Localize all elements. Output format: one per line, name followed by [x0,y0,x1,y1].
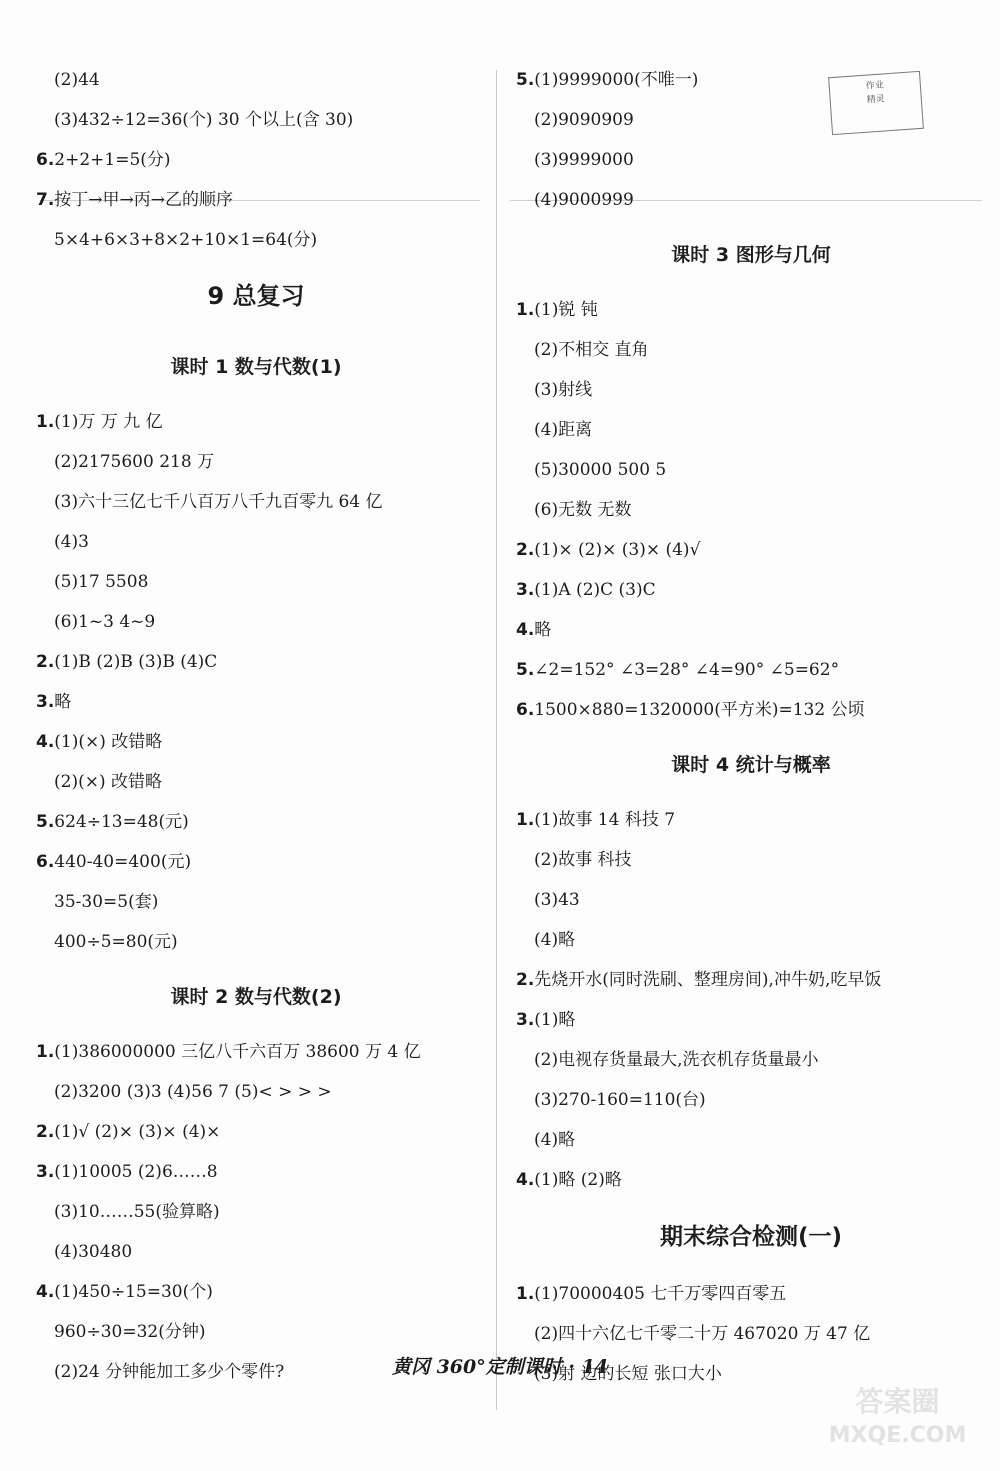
answer-text: (5)30000 500 5 [534,460,667,480]
answer-line [516,1314,986,1354]
question-number: 1. [516,300,535,320]
answer-text: 先烧开水(同时洗刷、整理房间),冲牛奶,吃早饭 [534,970,882,990]
answer-text: 400÷5=80(元) [54,932,178,952]
answer-text: (2)四十六亿七千零二十万 467020 万 47 亿 [534,1324,871,1344]
answer-line [516,290,986,330]
answer-line [36,1232,476,1272]
answer-line [516,1040,986,1080]
answer-text: (3)270-160=110(台) [534,1090,706,1110]
answer-text: 624÷13=48(元) [54,812,189,832]
answer-line [516,1120,986,1160]
answer-line [516,650,986,690]
answer-text: (6)无数 无数 [534,500,632,520]
answer-line [516,840,986,880]
answer-line [36,682,476,722]
question-number: 2. [36,1122,55,1142]
answer-text: (2)故事 科技 [534,850,632,870]
answer-line [36,922,476,962]
question-number: 5. [516,70,535,90]
answer-line [516,920,986,960]
answer-text: (3)10……55(验算略) [54,1202,220,1222]
answer-text: 440-40=400(元) [54,852,192,872]
answer-line [516,800,986,840]
answer-text: 5×4+6×3+8×2+10×1=64(分) [54,230,318,250]
answer-line [36,642,476,682]
answer-line [36,402,476,442]
answer-text: (1)(×) 改错略 [54,732,163,752]
answer-line [36,1312,476,1352]
answer-text: (1)70000405 七千万零四百零五 [534,1284,787,1304]
answer-line [36,802,476,842]
question-number: 3. [36,1162,55,1182]
answer-line [516,330,986,370]
answer-text: (3)43 [534,890,580,910]
answer-text: (2)3200 (3)3 (4)56 7 (5)< > > > [54,1082,332,1102]
answer-text: (2)电视存货量最大,洗衣机存货量最小 [534,1050,819,1070]
answer-text: (2)24 分钟能加工多少个零件? [54,1362,285,1382]
answer-text: (1)A (2)C (3)C [534,580,656,600]
answer-text: (3)432÷12=36(个) 30 个以上(含 30) [54,110,354,130]
answer-text: (4)3 [54,532,89,552]
answer-line [516,140,986,180]
answer-text: 略 [54,692,72,712]
answer-text: (4)9000999 [534,190,634,210]
answer-line [516,370,986,410]
lesson-heading: 课时 2 数与代数(2) [170,986,342,1008]
question-number: 6. [516,700,535,720]
column-divider [496,70,497,1410]
answer-line [36,602,476,642]
answer-text: (1)万 万 九 亿 [54,412,163,432]
answer-line [516,490,986,530]
answer-line [36,1152,476,1192]
question-number: 1. [516,1284,535,1304]
answer-text: (3)六十三亿七千八百万八千九百零九 64 亿 [54,492,383,512]
answer-text: (2)(×) 改错略 [54,772,162,792]
answer-text: ∠2=152° ∠3=28° ∠4=90° ∠5=62° [534,660,840,680]
question-number: 4. [516,1170,535,1190]
watermark-logo: 答案圈 MXQE.COM [828,1385,967,1448]
question-number: 6. [36,150,55,170]
answer-text: (2)44 [54,70,100,90]
page-footer: 黄冈 360°定制课时 · 14 [391,1356,609,1378]
answer-text: (1)√ (2)× (3)× (4)× [54,1122,221,1142]
question-number: 4. [516,620,535,640]
answer-text: (1)略 (2)略 [534,1170,622,1190]
answer-line [516,960,986,1000]
answer-line [36,562,476,602]
answer-text: 按丁→甲→丙→乙的顺序 [54,190,234,210]
answer-line [36,1032,476,1072]
answer-line [36,842,476,882]
answer-line [36,1072,476,1112]
answer-text: (1)× (2)× (3)× (4)√ [534,540,701,560]
question-number: 2. [36,652,55,672]
answer-line [516,570,986,610]
answer-text: (6)1~3 4~9 [54,612,156,632]
answer-text: (1)9999000(不唯一) [534,70,699,90]
question-number: 3. [516,1010,535,1030]
answer-text: (1)B (2)B (3)B (4)C [54,652,218,672]
answer-text: (5)17 5508 [54,572,149,592]
answer-line [516,450,986,490]
answer-line [516,1160,986,1200]
question-number: 2. [516,970,535,990]
answer-text: (3)射线 [534,380,593,400]
exam-heading: 期末综合检测(一) [659,1224,843,1250]
answer-text: (1)450÷15=30(个) [54,1282,213,1302]
answer-line [36,1272,476,1312]
answer-text: 35-30=5(套) [54,892,159,912]
answer-text: (1)略 [534,1010,576,1030]
answer-text: (1)386000000 三亿八千六百万 38600 万 4 亿 [54,1042,421,1062]
answer-text: (2)9090909 [534,110,634,130]
answer-line [36,100,476,140]
question-number: 2. [516,540,535,560]
answer-line [516,690,986,730]
lesson-heading: 课时 1 数与代数(1) [170,356,342,378]
answer-text: (2)2175600 218 万 [54,452,215,472]
answer-line [36,482,476,522]
answer-line [516,60,986,100]
answer-line [516,530,986,570]
answer-text: (4)30480 [54,1242,133,1262]
answer-line [36,220,476,260]
answer-line [516,610,986,650]
right-column [516,60,986,1394]
chapter-title: 9 总复习 [207,282,305,310]
question-number: 4. [36,1282,55,1302]
question-number: 3. [516,580,535,600]
answer-text: (4)略 [534,1130,576,1150]
answer-line [516,1000,986,1040]
answer-text: 960÷30=32(分钟) [54,1322,206,1342]
answer-line [36,180,476,220]
answer-text: (2)不相交 直角 [534,340,649,360]
question-number: 1. [36,1042,55,1062]
answer-line [36,60,476,100]
question-number: 6. [36,852,55,872]
question-number: 5. [516,660,535,680]
answer-line [36,882,476,922]
answer-line [516,180,986,220]
answer-text: (1)故事 14 科技 7 [534,810,676,830]
question-number: 4. [36,732,55,752]
answer-text: (3)9999000 [534,150,634,170]
answer-line [36,140,476,180]
answer-line [36,722,476,762]
question-number: 3. [36,692,55,712]
answer-text: 1500×880=1320000(平方米)=132 公顷 [534,700,865,720]
answer-line [36,442,476,482]
answer-text: (1)锐 钝 [534,300,598,320]
question-number: 1. [516,810,535,830]
answer-line [516,1080,986,1120]
question-number: 5. [36,812,55,832]
answer-text: (4)略 [534,930,576,950]
answer-text: (4)距离 [534,420,593,440]
lesson-heading: 课时 3 图形与几何 [671,244,831,266]
question-number: 1. [36,412,55,432]
answer-text: 2+2+1=5(分) [54,150,171,170]
question-number: 7. [36,190,55,210]
answer-line [36,1112,476,1152]
answer-line [36,1192,476,1232]
answer-line [36,762,476,802]
answer-text: (3)射 边的长短 张口大小 [534,1364,722,1384]
left-column [36,60,476,1392]
answer-text: (1)10005 (2)6……8 [54,1162,218,1182]
answer-text: 略 [534,620,552,640]
answer-line [516,880,986,920]
stamp-logo: 作业 精灵 [828,71,924,135]
answer-line [516,1274,986,1314]
answer-line [36,522,476,562]
answer-line [516,410,986,450]
answer-line [516,100,986,140]
lesson-heading: 课时 4 统计与概率 [671,754,831,776]
